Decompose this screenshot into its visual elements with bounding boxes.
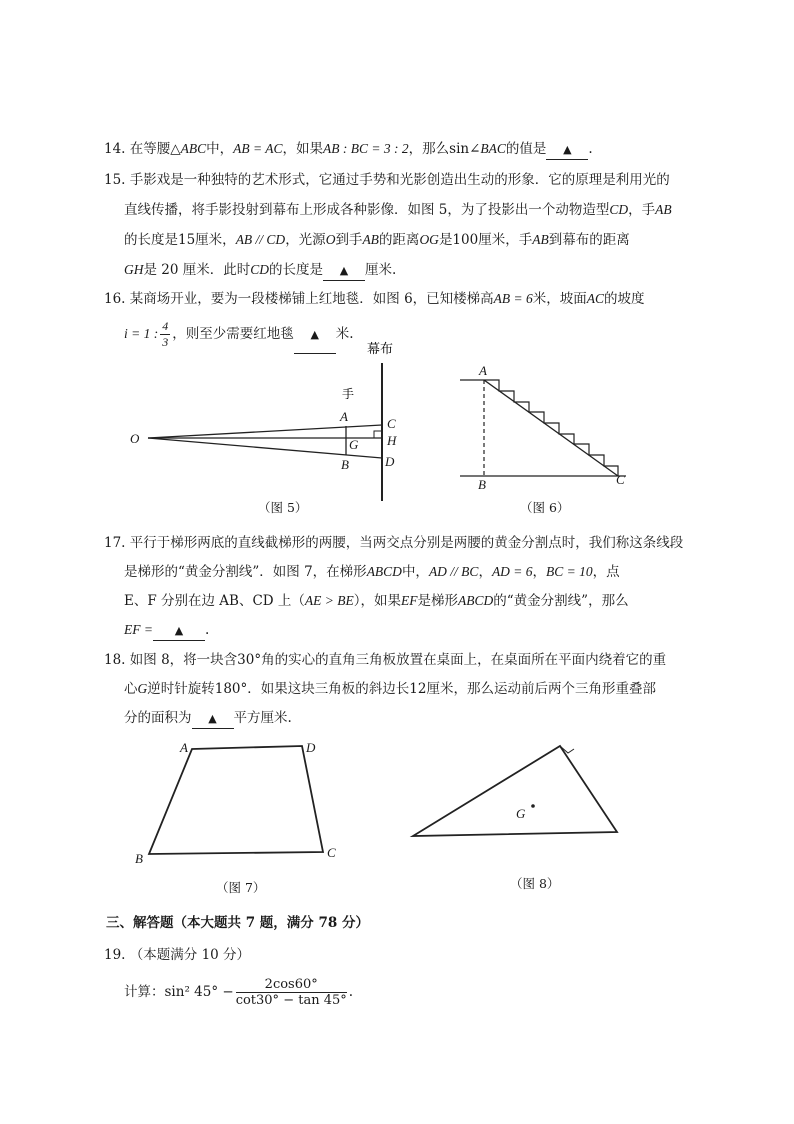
point-d-label: D — [385, 454, 395, 469]
question-number: 15. — [104, 172, 126, 188]
answer-blank: ▲ — [323, 261, 365, 281]
expression-fraction: $\frac{2\cos 60^\circ}{\cot 30^\circ - \tan 45^\circ}$ — [235, 977, 347, 1008]
point-d-label: D — [306, 740, 316, 755]
centroid-point — [531, 804, 535, 808]
question-number: 18. — [104, 652, 126, 668]
section-title: 三、解答题（本大题共 7 题，满分 78 分） — [106, 915, 369, 931]
question-14: 14. 在等腰△ABC中，AB = AC，如果AB : BC = 3 : 2，那么sin∠BAC的值是 ▲ . — [104, 140, 593, 160]
ray-od — [148, 438, 382, 458]
figure-5-caption: （图 5） — [258, 500, 308, 515]
figure-5 — [120, 335, 410, 525]
point-b-label: B — [341, 457, 349, 472]
point-a-label: A — [180, 740, 188, 755]
point-g-label: G — [516, 806, 526, 821]
ray-oc — [148, 425, 382, 438]
point-o-label: O — [130, 431, 140, 446]
answer-blank: ▲ — [153, 621, 205, 641]
question-number: 19. — [104, 947, 126, 963]
figure-7-caption: （图 7） — [216, 880, 266, 895]
hand-label: 手 — [342, 387, 355, 401]
point-h-label: H — [387, 433, 397, 448]
point-c-label: C — [327, 845, 336, 860]
figure-8 — [400, 736, 630, 848]
point-c-label: C — [616, 472, 625, 487]
slope-ac — [484, 380, 618, 476]
figure-6-caption: （图 6） — [520, 500, 570, 515]
point-a-label: A — [340, 409, 348, 424]
question-number: 14. — [104, 141, 126, 157]
question-number: 17. — [104, 535, 126, 551]
point-b-label: B — [478, 477, 486, 490]
point-a-label: A — [479, 363, 487, 378]
figure-6 — [450, 360, 650, 490]
right-triangle — [413, 746, 617, 836]
answer-blank: ▲ — [546, 140, 588, 160]
question-number: 16. — [104, 291, 126, 307]
trapezoid-abcd — [149, 746, 323, 854]
screen-label: 幕布 — [367, 342, 394, 357]
answer-blank: ▲ — [294, 316, 336, 354]
figure-7 — [130, 736, 350, 868]
right-angle-mark — [374, 431, 382, 438]
slope-fraction: $\frac{4}{3}$ — [162, 319, 169, 349]
figure-8-caption: （图 8） — [510, 876, 560, 891]
answer-blank: ▲ — [192, 709, 234, 729]
point-g-label: G — [349, 437, 359, 452]
point-b-label: B — [135, 851, 143, 866]
point-c-label: C — [387, 416, 396, 431]
